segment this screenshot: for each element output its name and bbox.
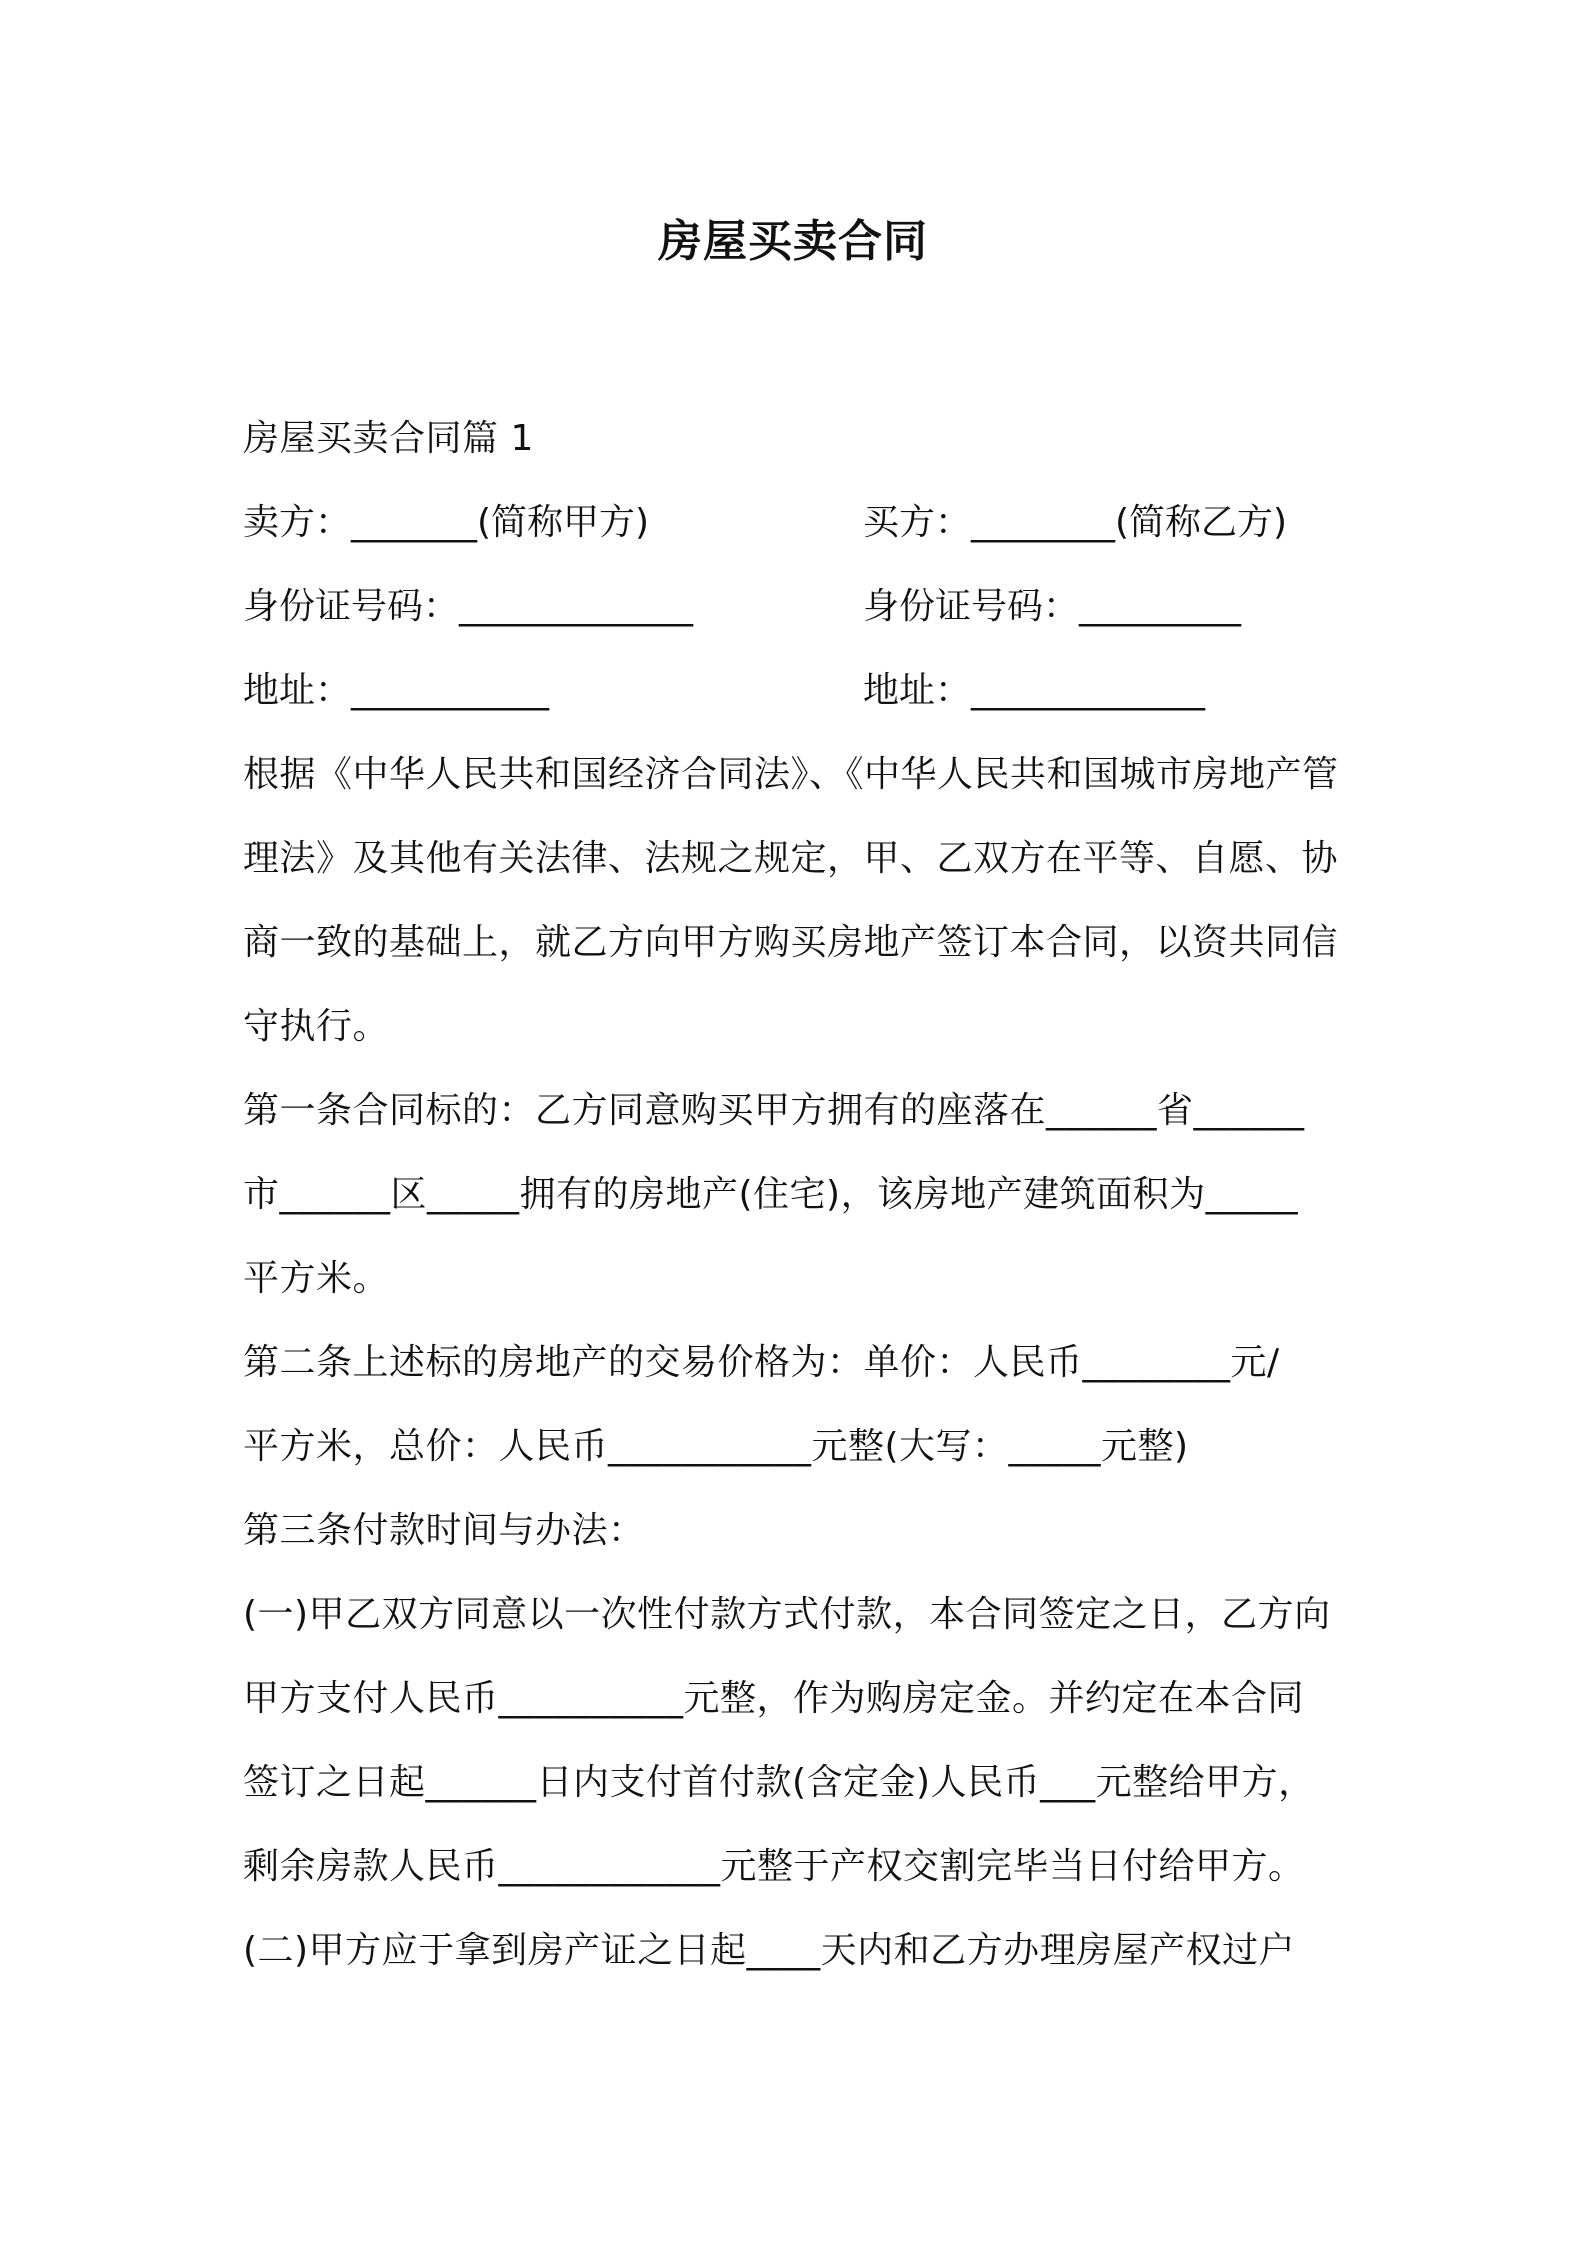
- buyer-id-field: 身份证号码：_________: [863, 586, 1242, 627]
- seller-address-field: 地址：___________: [243, 670, 550, 711]
- buyer-field: 买方：________(简称乙方): [863, 502, 1288, 543]
- article-3-line: 甲方支付人民币__________元整，作为购房定金。并约定在本合同: [243, 1678, 1305, 1719]
- article-2-line: 平方米，总价：人民币___________元整(大写：_____元整): [243, 1426, 1189, 1467]
- body-line: 商一致的基础上，就乙方向甲方购买房地产签订本合同，以资共同信: [243, 922, 1339, 963]
- article-1-line: 平方米。: [243, 1258, 390, 1299]
- document-title: 房屋买卖合同: [658, 216, 928, 267]
- article-1-line: 市______区_____拥有的房地产(住宅)，该房地产建筑面积为_____: [243, 1174, 1299, 1215]
- body-line: 守执行。: [243, 1006, 390, 1047]
- article-3-line: (一)甲乙双方同意以一次性付款方式付款，本合同签定之日，乙方向: [243, 1594, 1331, 1635]
- article-3-line: 签订之日起______日内支付首付款(含定金)人民币___元整给甲方，: [243, 1762, 1315, 1803]
- buyer-address-field: 地址：_____________: [863, 670, 1206, 711]
- section-heading: 房屋买卖合同篇 1: [243, 418, 534, 459]
- seller-id-field: 身份证号码：_____________: [243, 586, 694, 627]
- body-line: 根据《中华人民共和国经济合同法》、《中华人民共和国城市房地产管: [243, 754, 1339, 795]
- body-line: 理法》及其他有关法律、法规之规定，甲、乙双方在平等、自愿、协: [243, 838, 1339, 879]
- article-3-heading: 第三条付款时间与办法：: [243, 1510, 645, 1551]
- article-1-line: 第一条合同标的：乙方同意购买甲方拥有的座落在______省______: [243, 1090, 1305, 1131]
- seller-field: 卖方：_______(简称甲方): [243, 502, 650, 543]
- article-3-line: 剩余房款人民币____________元整于产权交割完毕当日付给甲方。: [243, 1846, 1305, 1887]
- article-2-line: 第二条上述标的房地产的交易价格为：单价：人民币________元/: [243, 1342, 1280, 1383]
- article-3-line: (二)甲方应于拿到房产证之日起____天内和乙方办理房屋产权过户: [243, 1930, 1296, 1971]
